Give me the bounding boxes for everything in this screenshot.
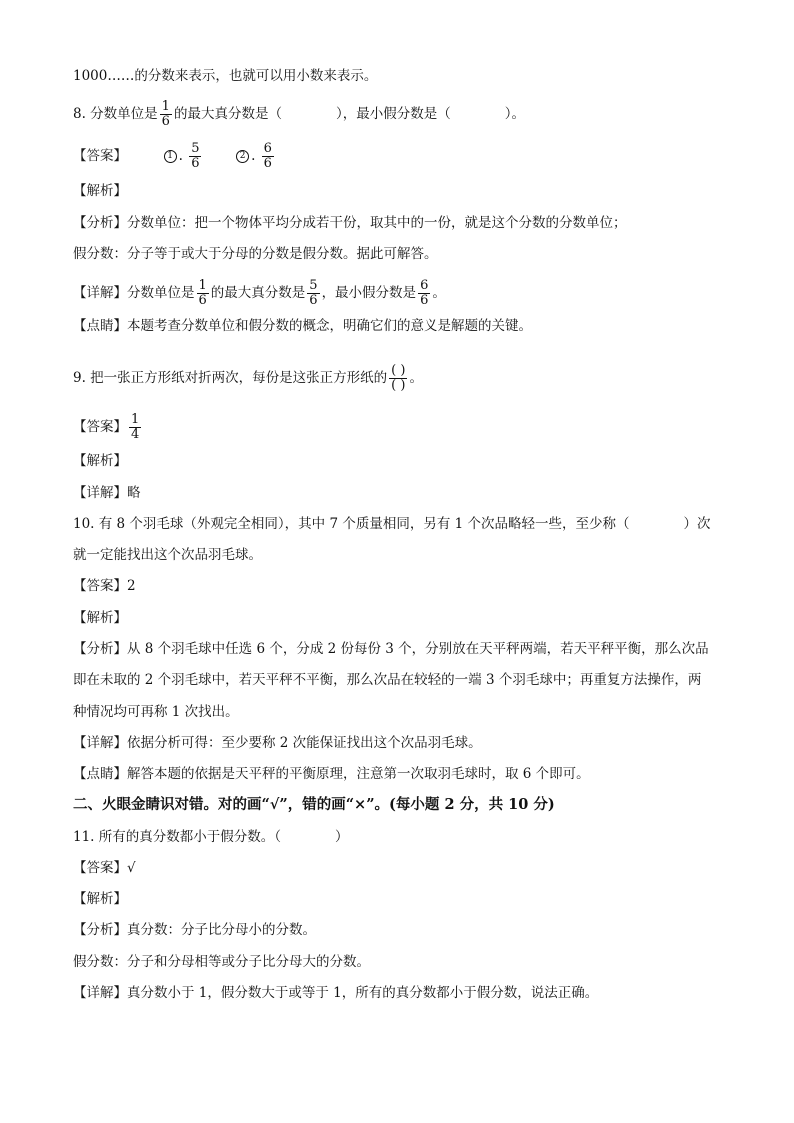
q8-analysis: 【分析】分数单位：把一个物体平均分成若干份，取其中的一份，就是这个分数的分数单位； [73, 215, 627, 231]
q9-answer [73, 413, 143, 442]
circled-number-1: 1 [164, 150, 177, 163]
fraction-blank [389, 364, 407, 393]
fraction-denominator: ( ) [391, 378, 406, 393]
q8-improper-def: 假分数：分子等于或大于分母的分数是假分数。据此可解答。 [73, 246, 438, 262]
question-9 [73, 364, 423, 393]
fraction-numerator: 5 [309, 278, 318, 293]
q9-text-a: 9. 把一张正方形纸对折两次，每份是这张正方形纸的 [73, 370, 388, 386]
fraction-denominator: 4 [131, 427, 140, 442]
fraction-numerator: 1 [161, 99, 170, 114]
q11-detail: 【详解】真分数小于 1，假分数大于或等于 1，所有的真分数都小于假分数，说法正确。 [73, 985, 599, 1001]
q10-comment: 【点睛】解答本题的依据是天平秤的平衡原理，注意第一次取羽毛球时，取 6 个即可。 [73, 766, 590, 782]
fraction-answer-2 [262, 142, 274, 171]
q8-answer: 【答案】 1 . $\frac{5}{6}$ 2 . $\frac{6}{6}$ [73, 141, 272, 171]
section-2-heading: 二、火眼金睛识对错。对的画“√”，错的画“×”。(每小题 2 分，共 10 分) [73, 796, 555, 813]
fraction-numerator: 6 [263, 141, 272, 156]
q9-analysis-tag: 【解析】 [73, 453, 127, 469]
q9-detail: 【详解】略 [73, 485, 141, 501]
fraction-unit [197, 279, 209, 308]
q8-text-b: 的最大真分数是（ ），最小假分数是（ ）。 [173, 106, 525, 122]
question-10-line-1: 10. 有 8 个羽毛球（外观完全相同），其中 7 个质量相同，另有 1 个次品略轻一些，至少称（ ）次 [73, 516, 711, 532]
question-8 [73, 100, 525, 129]
q8-detail-c: ，最小假分数是 [321, 285, 417, 301]
fraction-denominator: 6 [263, 156, 272, 171]
q10-detail: 【详解】依据分析可得：至少要称 2 次能保证找出这个次品羽毛球。 [73, 735, 482, 751]
question-10-line-2: 就一定能找出这个次品羽毛球。 [73, 547, 262, 563]
fraction-numerator: 1 [131, 412, 140, 427]
fraction-answer-1 [307, 279, 319, 308]
fraction-numerator: ( ) [391, 363, 406, 378]
fraction-numerator: 1 [198, 278, 207, 293]
q8-detail-a: 【详解】分数单位是 [73, 285, 195, 301]
q11-analysis: 【分析】真分数：分子比分母小的分数。 [73, 922, 316, 938]
text-line: 1000……的分数来表示，也就可以用小数来表示。 [73, 68, 378, 84]
q10-analysis-2: 即在未取的 2 个羽毛球中，若天平秤不平衡，那么次品在较轻的一端 3 个羽毛球中；再重复方法操作，两 [73, 672, 702, 688]
fraction-denominator: 6 [309, 293, 318, 308]
fraction-denominator: 6 [191, 156, 200, 171]
fraction-quarter [129, 413, 141, 442]
fraction-numerator: 5 [191, 141, 200, 156]
fraction-numerator: 6 [420, 278, 429, 293]
fraction-denominator: 6 [420, 293, 429, 308]
question-11: 11. 所有的真分数都小于假分数。（ ） [73, 829, 349, 845]
q11-answer: 【答案】√ [73, 860, 136, 876]
q9-text-b: 。 [409, 370, 423, 386]
q8-detail-d: 。 [432, 285, 446, 301]
q8-detail-b: 的最大真分数是 [210, 285, 306, 301]
answer-tag: 【答案】 [73, 419, 127, 435]
fraction-answer-1 [189, 142, 201, 171]
fraction-denominator: 6 [161, 114, 170, 129]
answer-tag: 【答案】 [73, 148, 127, 164]
q11-improper-def: 假分数：分子和分母相等或分子比分母大的分数。 [73, 954, 370, 970]
q10-analysis-tag: 【解析】 [73, 610, 127, 626]
q10-answer: 【答案】2 [73, 578, 136, 594]
circled-number-2: 2 [236, 150, 249, 163]
fraction-answer-2 [418, 279, 430, 308]
q10-analysis-3: 种情况均可再称 1 次找出。 [73, 704, 239, 720]
q8-detail [73, 279, 446, 308]
q8-text-a: 8. 分数单位是 [73, 106, 158, 122]
fraction-denominator: 6 [198, 293, 207, 308]
q10-analysis-1: 【分析】从 8 个羽毛球中任选 6 个，分成 2 份每份 3 个，分别放在天平秤两端，若天平秤平衡，那么次品 [73, 641, 709, 657]
q8-comment: 【点睛】本题考查分数单位和假分数的概念，明确它们的意义是解题的关键。 [73, 318, 532, 334]
q11-analysis-tag: 【解析】 [73, 891, 127, 907]
q8-analysis-tag: 【解析】 [73, 183, 127, 199]
fraction-unit [160, 100, 172, 129]
